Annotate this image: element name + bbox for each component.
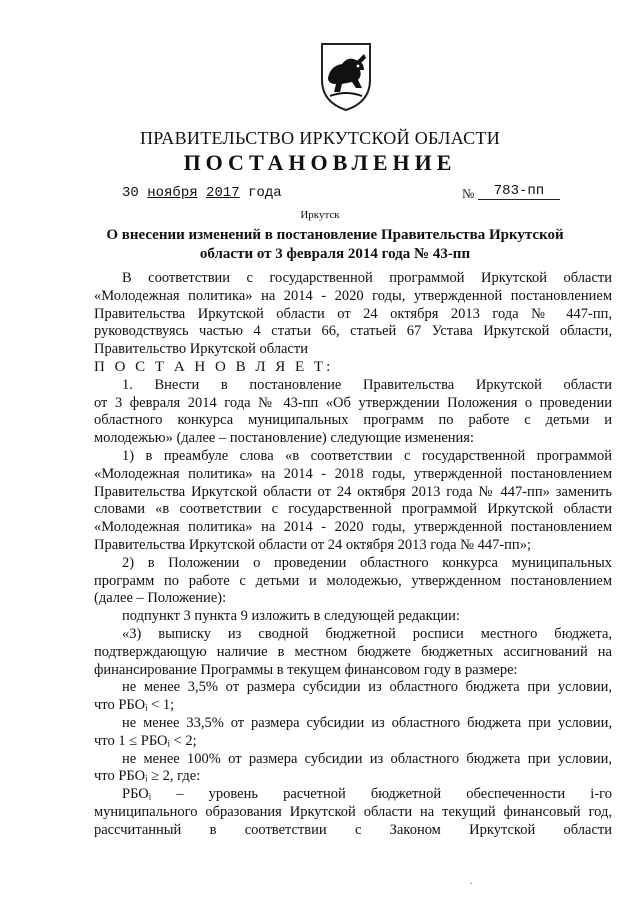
sub2-line: программ по работе с детьми и молодежью, утвержденном постановлением [94, 572, 612, 589]
title-line: О внесении изменений в постановление Правительства Иркутской [106, 227, 564, 243]
date-year: 2017 [206, 185, 240, 201]
condition-line: что РБОᵢ ≥ 2, где: [94, 768, 201, 785]
preamble-line: Правительства Иркутской области от 24 октября 2013 года № 447-пп, [94, 305, 612, 322]
condition-line: не менее 3,5% от размера субсидии из областного бюджета при условии, [122, 679, 612, 696]
condition-line: что РБОᵢ < 1; [94, 697, 175, 714]
document-type: ПОСТАНОВЛЕНИЕ [183, 150, 457, 175]
title-line: области от 3 февраля 2014 года № 43-пп [199, 246, 471, 262]
sub2-line: (далее – Положение): [94, 590, 227, 607]
item1-line: от 3 февраля 2014 года № 43-пп «Об утверждении Положения о проведении [94, 394, 612, 411]
condition-line: не менее 100% от размера субсидии из областного бюджета при условии, [122, 750, 612, 767]
preamble-line: руководствуясь частью 4 статьи 66, статьей 67 Устава Иркутской области, [94, 323, 612, 340]
number-sign: № [462, 186, 475, 201]
date-word: года [248, 185, 282, 201]
preamble-line: В соответствии с государственной программой Иркутской области [122, 270, 612, 286]
definition-line: муниципального образования Иркутской области на текущий финансовый год, [94, 803, 612, 820]
condition-line: что 1 ≤ РБОᵢ < 2; [94, 732, 197, 749]
quote-line: «3) выписку из сводной бюджетной росписи местного бюджета, [122, 625, 612, 642]
quote-line: подтверждающую наличие в местном бюджете бюджетных ассигнований на [94, 643, 612, 660]
government-name: ПРАВИТЕЛЬСТВО ИРКУТСКОЙ ОБЛАСТИ [139, 128, 501, 148]
irkutsk-coat-of-arms-icon [318, 40, 374, 112]
definition-line: рассчитанный в соответствии с Законом Иркутской области [94, 821, 612, 838]
item1-line: 1. Внести в постановление Правительства Иркутской области [122, 376, 612, 393]
condition-line: не менее 33,5% от размера субсидии из областного бюджета при условии, [122, 714, 612, 731]
preamble-line: «Молодежная политика» на 2014 - 2020 годы, утвержденной постановлением [94, 287, 612, 304]
sub1-line: «Молодежная политика» на 2014 - 2020 годы, утвержденной постановлением [94, 519, 612, 536]
date-line [122, 185, 282, 201]
document-number: 783-пп [478, 183, 560, 200]
item1-line: областного конкурса муниципальных программ по работе с детьми и [94, 412, 612, 429]
city: Иркутск [300, 209, 340, 221]
sub1-line: 1) в преамбуле слова «в соответствии с государственной программой [122, 447, 612, 464]
sub1-line: словами «в соответствии с государственной программой Иркутской области [94, 501, 612, 518]
definition-line: РБОᵢ – уровень расчетной бюджетной обеспеченности i-го [122, 786, 612, 803]
document-title [90, 226, 580, 264]
scan-mark: . [470, 876, 473, 887]
subpoint-line: подпункт 3 пункта 9 изложить в следующей редакции: [122, 608, 460, 625]
resolves-heading: П О С Т А Н О В Л Я Е Т: [94, 358, 334, 375]
item1-line: молодежью» (далее – постановление) следующие изменения: [94, 430, 475, 447]
sub1-line: «Молодежная политика» на 2014 - 2018 годы, утвержденной постановлением [94, 465, 612, 482]
sub1-line: Правительства Иркутской области от 24 октября 2013 года № 447-пп» заменить [94, 483, 612, 500]
document-body [94, 270, 612, 840]
quote-line: финансирование Программы в текущем финансовом году в размере: [94, 661, 518, 678]
date-month: ноября [147, 185, 198, 201]
sub2-line: 2) в Положении о проведении областного конкурса муниципальных [122, 554, 612, 571]
date-day: 30 [122, 185, 139, 201]
sub1-line: Правительства Иркутской области от 24 октября 2013 года № 447-пп»; [94, 536, 531, 553]
preamble-line: Правительство Иркутской области [94, 341, 308, 358]
